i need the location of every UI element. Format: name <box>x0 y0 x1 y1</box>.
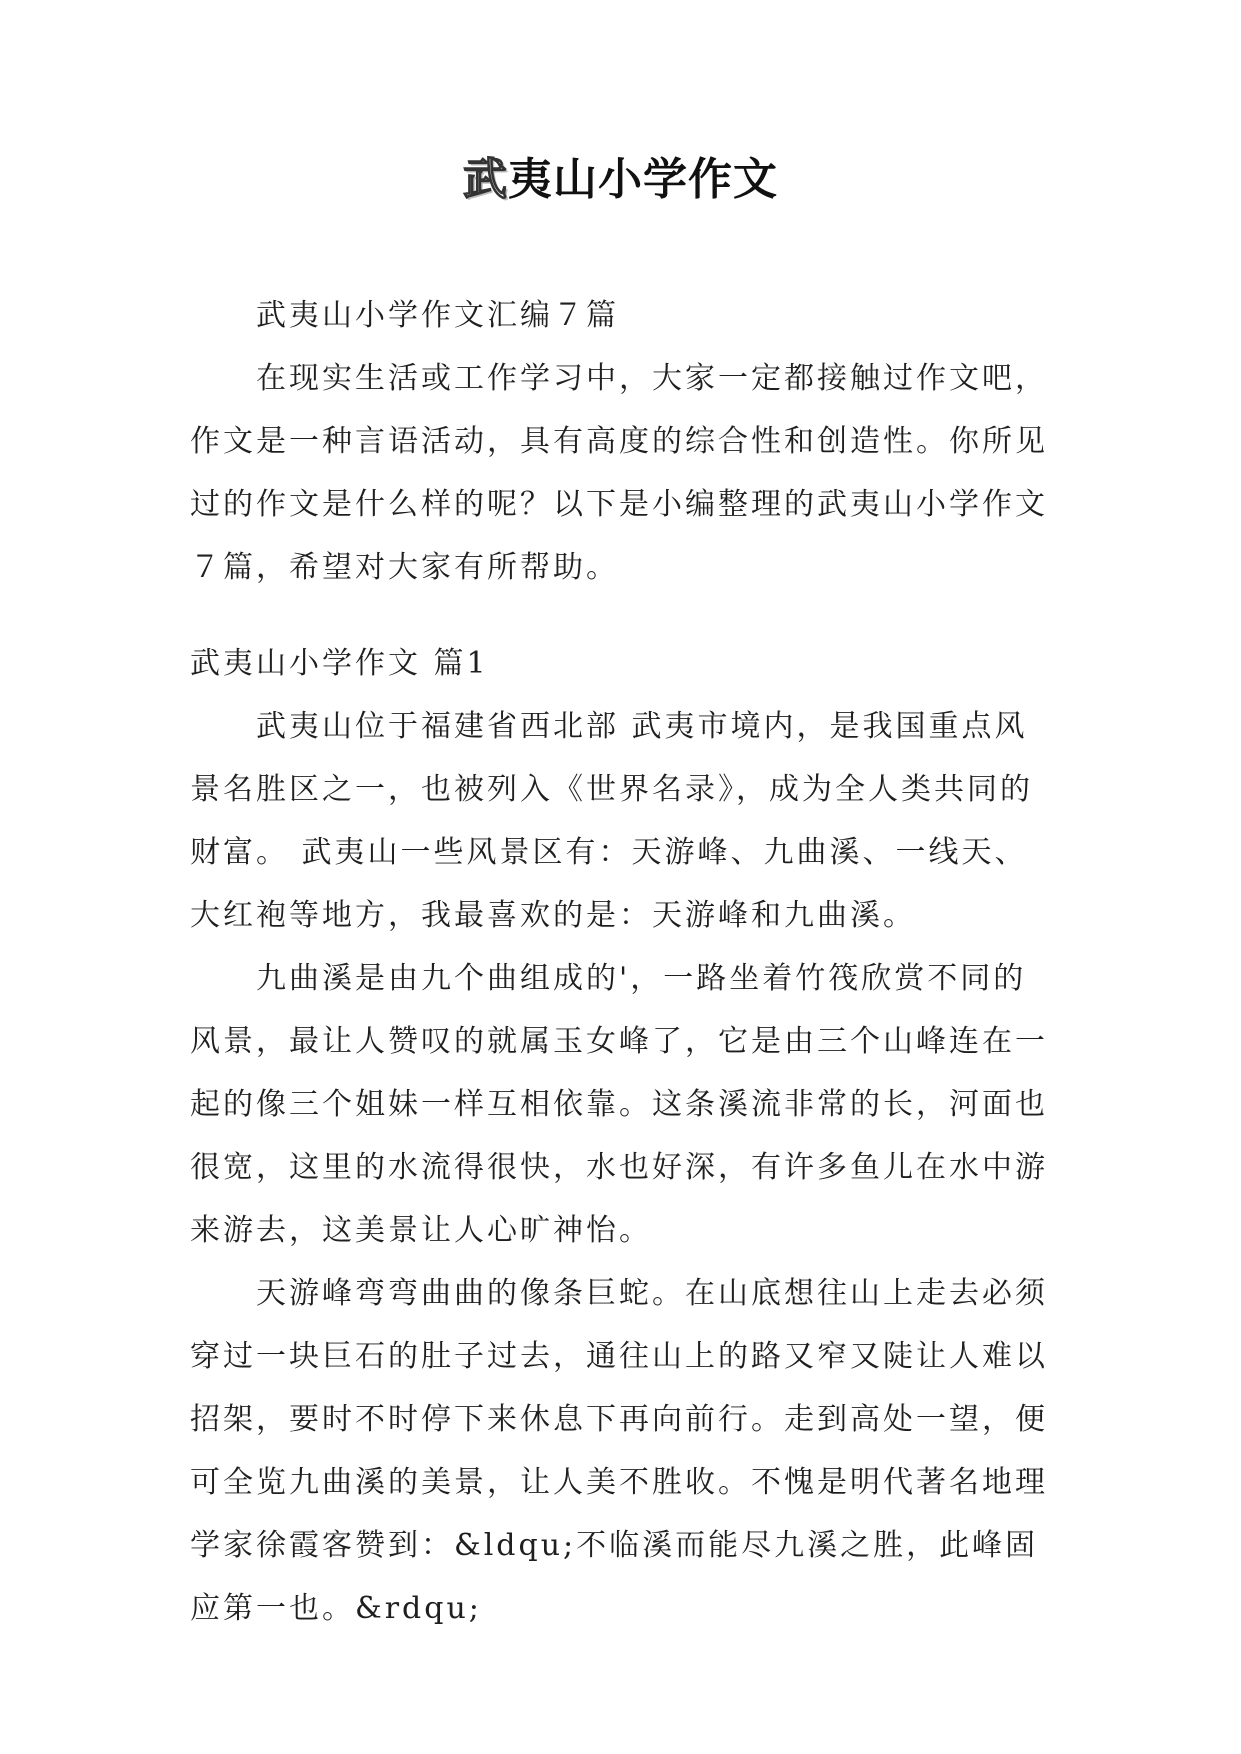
body-paragraph-1: 武夷山位于福建省西北部 武夷市境内，是我国重点风景名胜区之一，也被列入《世界名录》，成为全人类共同的财富。 武夷山一些风景区有：天游峰、九曲溪、一线天、大红袍等地方，我最喜欢的是：天游峰和九曲溪。 <box>190 709 1033 933</box>
intro-paragraph: 在现实生活或工作学习中，大家一定都接触过作文吧，作文是一种言语活动，具有高度的综合性和创造性。你所见过的作文是什么样的呢？以下是小编整理的武夷山小学作文７篇，希望对大家有所帮助。 <box>190 361 1048 585</box>
document-title <box>0 150 1241 210</box>
section-title: 武夷山小学作文 篇1 <box>190 646 489 681</box>
title-first-char: 武 <box>463 154 508 205</box>
title-rest: 夷山小学作文 <box>508 154 778 205</box>
body-paragraph-3: 天游峰弯弯曲曲的像条巨蛇。在山底想往山上走去必须穿过一块巨石的肚子过去，通往山上的路又窄又陡让人难以招架，要时不时停下来休息下再向前行。走到高处一望，便可全览九曲溪的美景，让人美不胜收。不愧是明代著名地理学家徐霞客赞到：&ldqu;不临溪而能尽九溪之胜，此峰固应第一也。&rdqu; <box>190 1276 1048 1626</box>
body-paragraph-2: 九曲溪是由九个曲组成的'，一路坐着竹筏欣赏不同的风景，最让人赞叹的就属玉女峰了，它是由三个山峰连在一起的像三个姐妹一样互相依靠。这条溪流非常的长，河面也很宽，这里的水流得很快，水也好深，有许多鱼儿在水中游来游去，这美景让人心旷神怡。 <box>190 961 1048 1248</box>
collection-subtitle: 武夷山小学作文汇编７篇 <box>256 298 619 333</box>
